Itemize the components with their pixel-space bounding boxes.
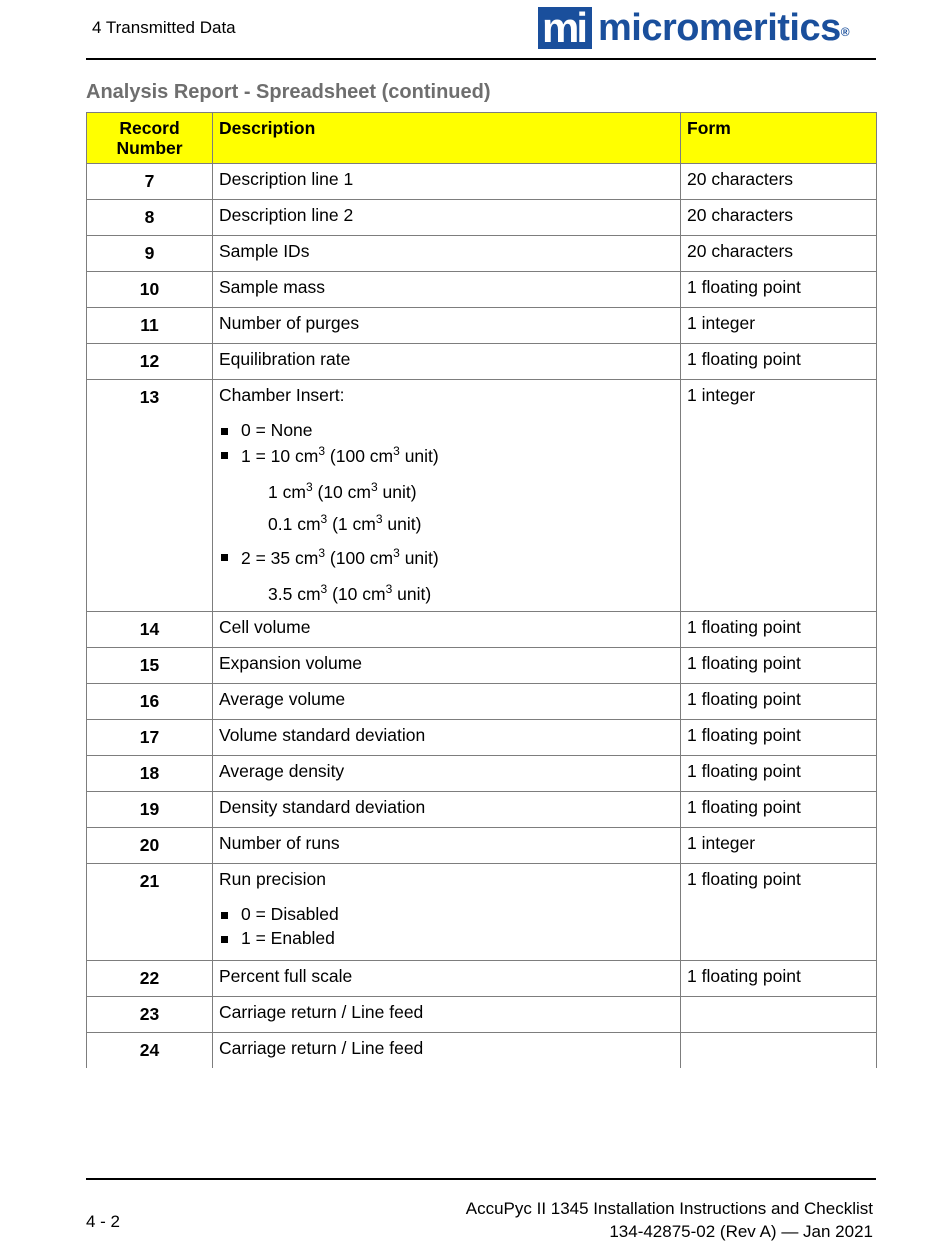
sub-option — [268, 512, 674, 535]
record-number: 12 — [87, 344, 213, 380]
option-list — [219, 420, 674, 467]
header-divider — [86, 58, 876, 60]
record-form: 1 floating point — [681, 792, 877, 828]
document-title: AccuPyc II 1345 Installation Instructions and Checklist — [465, 1199, 873, 1218]
list-item: 1 = Enabled — [219, 928, 674, 949]
sub-option — [268, 582, 674, 605]
superscript: 3 — [393, 444, 400, 458]
sub-option — [268, 480, 674, 503]
record-form — [681, 1033, 877, 1069]
record-description — [213, 864, 681, 961]
logo-wordmark — [598, 7, 849, 49]
header-record-number: Record Number — [87, 113, 213, 164]
table-row — [87, 961, 877, 997]
table-row — [87, 828, 877, 864]
record-number: 17 — [87, 720, 213, 756]
record-form: 1 floating point — [681, 344, 877, 380]
option-text: 3.5 cm — [268, 584, 321, 605]
logo-text: micromeritics — [598, 7, 841, 49]
table-row — [87, 1033, 877, 1069]
record-description: Description line 2 — [213, 200, 681, 236]
table-row — [87, 380, 877, 612]
record-number: 21 — [87, 864, 213, 961]
record-number: 15 — [87, 648, 213, 684]
option-list — [219, 546, 674, 569]
record-form: 1 floating point — [681, 864, 877, 961]
superscript: 3 — [305, 479, 313, 494]
record-description: Average volume — [213, 684, 681, 720]
record-form: 1 floating point — [681, 272, 877, 308]
superscript: 3 — [318, 444, 326, 458]
option-text: 2 = 35 cm — [241, 548, 319, 569]
unit-text: (10 cm — [317, 481, 371, 502]
company-logo — [538, 4, 850, 51]
table-row — [87, 308, 877, 344]
record-number: 10 — [87, 272, 213, 308]
list-item — [219, 444, 674, 467]
table-row — [87, 164, 877, 200]
unit-text: (10 cm — [332, 584, 386, 605]
unit-text: unit) — [404, 548, 439, 569]
unit-text: unit) — [387, 513, 422, 534]
table-row — [87, 236, 877, 272]
list-item: 0 = Disabled — [219, 904, 674, 925]
option-text: 1 = 10 cm — [241, 445, 319, 466]
record-form: 1 floating point — [681, 961, 877, 997]
record-description: Expansion volume — [213, 648, 681, 684]
description-heading: Run precision — [219, 869, 326, 890]
unit-text: (100 cm — [329, 445, 394, 466]
superscript: 3 — [370, 479, 378, 494]
record-form: 20 characters — [681, 200, 877, 236]
record-description: Percent full scale — [213, 961, 681, 997]
record-number: 7 — [87, 164, 213, 200]
sub-options — [268, 480, 674, 535]
logo-mark-letters: mi — [542, 4, 586, 51]
record-description: Number of purges — [213, 308, 681, 344]
record-form: 1 floating point — [681, 612, 877, 648]
table-row — [87, 200, 877, 236]
record-form: 20 characters — [681, 164, 877, 200]
registered-mark: ® — [840, 25, 850, 39]
table-row — [87, 720, 877, 756]
list-item: 0 = None — [219, 420, 674, 441]
list-item — [219, 546, 674, 569]
record-form: 1 floating point — [681, 720, 877, 756]
table-row — [87, 756, 877, 792]
record-form: 20 characters — [681, 236, 877, 272]
option-text: 0.1 cm — [268, 513, 321, 534]
table-row — [87, 792, 877, 828]
record-form: 1 integer — [681, 828, 877, 864]
record-description: Cell volume — [213, 612, 681, 648]
section-title: Analysis Report - Spreadsheet (continued) — [86, 81, 491, 103]
option-text: 1 cm — [268, 481, 306, 502]
record-number: 16 — [87, 684, 213, 720]
record-number: 9 — [87, 236, 213, 272]
record-description: Equilibration rate — [213, 344, 681, 380]
spec-table — [86, 112, 877, 1068]
record-description: Sample mass — [213, 272, 681, 308]
record-form: 1 integer — [681, 308, 877, 344]
header-description: Description — [213, 113, 681, 164]
superscript: 3 — [375, 511, 383, 526]
unit-text: (100 cm — [329, 548, 394, 569]
table-row — [87, 612, 877, 648]
sub-options — [268, 582, 674, 605]
record-number: 22 — [87, 961, 213, 997]
superscript: 3 — [393, 546, 400, 561]
footer-divider — [86, 1178, 876, 1180]
record-description: Density standard deviation — [213, 792, 681, 828]
record-number: 18 — [87, 756, 213, 792]
record-form — [681, 997, 877, 1033]
superscript: 3 — [320, 511, 328, 526]
record-description: Average density — [213, 756, 681, 792]
chapter-title: 4 Transmitted Data — [92, 18, 236, 37]
document-number: 134-42875-02 (Rev A) — Jan 2021 — [609, 1222, 873, 1241]
record-description: Carriage return / Line feed — [213, 1033, 681, 1069]
record-number: 23 — [87, 997, 213, 1033]
logo-mark-icon — [538, 4, 592, 51]
superscript: 3 — [385, 582, 393, 597]
record-number: 13 — [87, 380, 213, 612]
record-number: 24 — [87, 1033, 213, 1069]
option-list — [219, 904, 674, 949]
unit-text: unit) — [397, 584, 432, 605]
table-header-row — [87, 113, 877, 164]
table-row — [87, 648, 877, 684]
table-row — [87, 684, 877, 720]
record-form: 1 floating point — [681, 684, 877, 720]
record-form: 1 floating point — [681, 648, 877, 684]
unit-text: unit) — [404, 445, 439, 466]
record-description: Carriage return / Line feed — [213, 997, 681, 1033]
record-number: 20 — [87, 828, 213, 864]
table-row — [87, 997, 877, 1033]
record-description: Number of runs — [213, 828, 681, 864]
superscript: 3 — [320, 582, 328, 597]
table-row — [87, 344, 877, 380]
superscript: 3 — [318, 546, 326, 561]
header-form: Form — [681, 113, 877, 164]
unit-text: unit) — [382, 481, 417, 502]
record-number: 8 — [87, 200, 213, 236]
record-description — [213, 380, 681, 612]
record-description: Description line 1 — [213, 164, 681, 200]
table-row — [87, 864, 877, 961]
record-description: Volume standard deviation — [213, 720, 681, 756]
description-heading: Chamber Insert: — [219, 385, 345, 405]
record-number: 14 — [87, 612, 213, 648]
record-description: Sample IDs — [213, 236, 681, 272]
table-row — [87, 272, 877, 308]
record-number: 19 — [87, 792, 213, 828]
record-number: 11 — [87, 308, 213, 344]
unit-text: (1 cm — [332, 513, 376, 534]
record-form: 1 floating point — [681, 756, 877, 792]
page-number: 4 - 2 — [86, 1212, 121, 1231]
record-form: 1 integer — [681, 380, 877, 612]
